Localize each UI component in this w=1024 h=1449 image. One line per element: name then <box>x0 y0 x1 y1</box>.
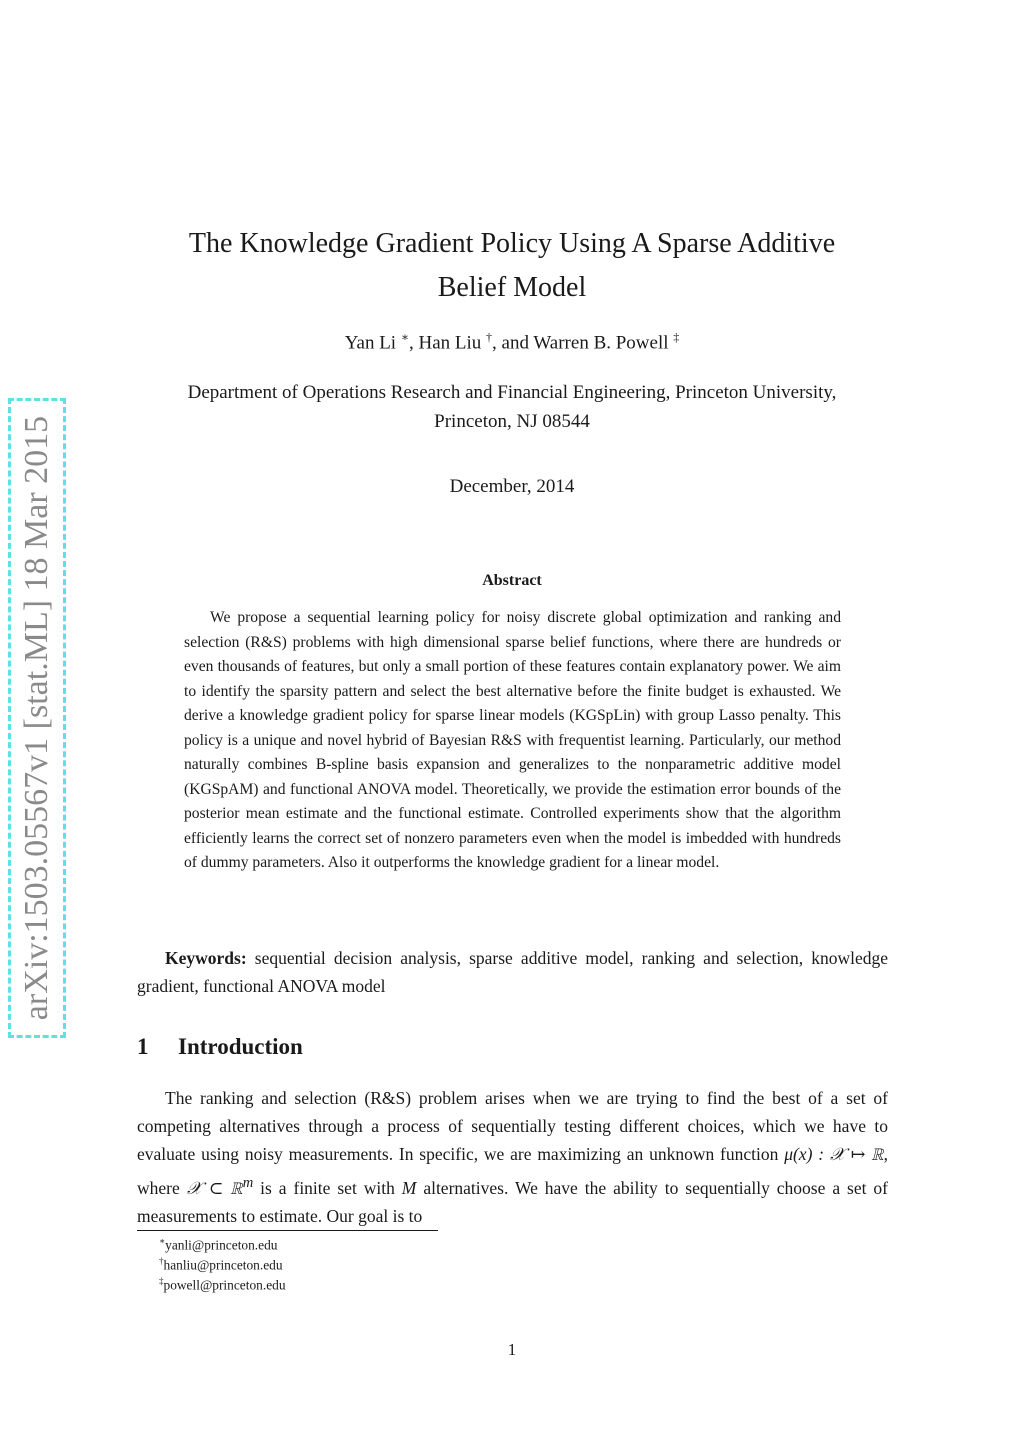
footnote-3 <box>159 1276 286 1293</box>
paper-title <box>0 222 1024 310</box>
footnote-1-mark: ∗ <box>159 1236 166 1246</box>
arxiv-stamp-text: arXiv:1503.05567v1 [stat.ML] 18 Mar 2015 <box>18 415 55 1021</box>
footnote-2-text: hanliu@princeton.edu <box>163 1257 283 1273</box>
intro-math-exp: m <box>242 1174 254 1191</box>
footnote-rule <box>137 1230 438 1231</box>
paper-date: December, 2014 <box>449 476 575 497</box>
footnote-1-text: yanli@princeton.edu <box>165 1237 278 1253</box>
footnote-3-mark: ‡ <box>159 1276 164 1286</box>
keywords <box>137 944 888 1000</box>
intro-text-1: The ranking and selection (R&S) problem arises when we are trying to find the best of a set of competing alternatives through a process of sequentially testing different choices, which we have to evaluate using noisy measurements. In specific, we are maximizing an unknown function <box>137 1088 888 1165</box>
intro-math-mu: μ(x) : 𝒳 ↦ ℝ <box>784 1144 884 1165</box>
page-number: 1 <box>507 1340 517 1359</box>
footnote-3-text: powell@princeton.edu <box>163 1277 286 1293</box>
keywords-label: Keywords: <box>165 948 247 968</box>
footnote-1 <box>159 1236 277 1253</box>
affiliation-line-2: Princeton, NJ 08544 <box>434 411 590 432</box>
title-line-2: Belief Model <box>437 272 587 303</box>
intro-math-M: M <box>401 1177 417 1198</box>
author-3-mark: ‡ <box>673 330 680 344</box>
footnote-2 <box>159 1256 283 1273</box>
intro-paragraph <box>137 1084 888 1230</box>
author-1-mark: ∗ <box>400 330 409 344</box>
intro-text-4: alternatives. We have the ability to sequentially choose a set of measurements to estimate. Our goal is to <box>137 1177 888 1226</box>
intro-text-2: , where <box>137 1144 889 1198</box>
author-2: Han Liu <box>418 332 482 354</box>
affiliation <box>120 378 904 436</box>
section-title: Introduction <box>178 1034 303 1059</box>
author-3: and Warren B. Powell <box>501 332 669 354</box>
author-2-mark: † <box>486 330 493 344</box>
footnote-2-mark: † <box>159 1256 164 1266</box>
author-list: Yan Li ∗, Han Liu †, and Warren B. Powell ‡ <box>344 330 680 354</box>
abstract-body: We propose a sequential learning policy for noisy discrete global optimization and ranking and selection (R&S) problems with high dimensional sparse belief functions, where there are hundreds or even thousands of features, but only a small portion of these features contain explanatory power. We aim to identify the sparsity pattern and select the best alternative before the finite budget is exhausted. We derive a knowledge gradient policy for sparse linear models (KGSpLin) with group Lasso penalty. This policy is a unique and novel hybrid of Bayesian R&S with frequentist learning. Particularly, our method naturally combines B-spline basis expansion and generalizes to the nonparametric additive model (KGSpAM) and functional ANOVA model. Theoretically, we provide the estimation error bounds of the posterior mean estimate and the functional estimate. Controlled experiments show that the algorithm efficiently learns the correct set of nonzero parameters even when the model is imbedded with hundreds of dummy parameters. Also it outperforms the knowledge gradient for a linear model. <box>184 609 841 871</box>
author-1: Yan Li <box>344 332 397 354</box>
affiliation-line-1: Department of Operations Research and Financial Engineering, Princeton University, <box>187 382 837 403</box>
keywords-text: sequential decision analysis, sparse additive model, ranking and selection, knowledge gradient, functional ANOVA model <box>137 948 889 996</box>
section-heading <box>137 1034 303 1060</box>
intro-text-3: is a finite set with <box>253 1177 402 1198</box>
section-number: 1 <box>137 1034 149 1059</box>
abstract-heading: Abstract <box>482 572 542 589</box>
title-line-1: The Knowledge Gradient Policy Using A Sparse Additive <box>188 228 836 259</box>
intro-math-set: 𝒳 ⊂ ℝ <box>186 1177 243 1198</box>
